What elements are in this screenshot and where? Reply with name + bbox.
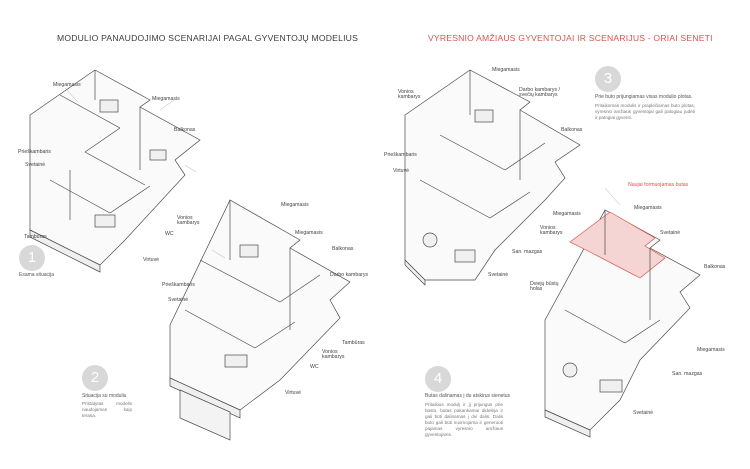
label-virtuve: Virtuvė — [143, 257, 160, 263]
step-3-caption: Prie buto prijungiamas visas modulio plotas. — [595, 94, 693, 100]
label-miegamasis: Miegamasis — [295, 230, 323, 236]
label-virtuve: Virtuvė — [393, 168, 410, 174]
label-miegamasis: Miegamasis — [53, 82, 81, 88]
label-vonios: Vonios kambarys — [398, 89, 421, 101]
label-prieskambaris: Prieškambaris — [384, 152, 417, 158]
label-tambouras: Tambūras — [24, 234, 47, 240]
step-2-description: Pristatytas modelis naudojamas kaip terasa. — [82, 401, 132, 418]
label-virtuve: Virtuvė — [285, 390, 302, 396]
label-darbo: Darbo kambarys — [330, 272, 369, 278]
plan-4-drawing — [545, 210, 703, 437]
right-title: VYRESNIO AMŽIAUS GYVENTOJAI IR SCENARIJUS - ORIAI SENETI — [428, 33, 713, 43]
label-vonios: Vonios kambarys — [322, 349, 345, 361]
label-tambouras: Tambūras — [342, 340, 365, 346]
label-svetaine: Svetainė — [168, 297, 189, 303]
label-prieskambaris: Prieškambaris — [18, 149, 51, 155]
label-svetaine: Svetainė — [633, 410, 654, 416]
label-svetaine: Svetainė — [488, 272, 509, 278]
label-miegamasis: Miegamasis — [634, 205, 662, 211]
label-dviejubutu: Dviejų būstų holas — [530, 281, 559, 293]
label-balkonas: Balkonas — [332, 246, 354, 252]
step-4-caption: Butas dalinamas į du atskirus sienetus — [425, 393, 511, 399]
label-darbo: Darbo kambarys / svečių kambarys — [519, 87, 560, 99]
label-vonios: Vonios kambarys — [540, 225, 563, 237]
left-title: MODULIO PANAUDOJIMO SCENARIJAI PAGAL GYVENTOJŲ MODELIUS — [57, 33, 359, 43]
label-balkonas: Balkonas — [561, 127, 583, 133]
label-vonios: Vonios kambarys — [177, 215, 200, 227]
label-naujas-butas: Naujai formuojamas butas — [628, 182, 689, 188]
step-2-caption: Situacija su moduliu — [82, 393, 127, 399]
plan-2-drawing — [170, 200, 350, 440]
label-balkonas: Balkonas — [174, 127, 196, 133]
label-balkonas: Balkonas — [704, 264, 726, 270]
plan-3-drawing — [405, 67, 583, 285]
label-miegamasis: Miegamasis — [281, 202, 309, 208]
label-svetaine: Svetainė — [660, 230, 681, 236]
label-miegamasis: Miegamasis — [492, 67, 520, 73]
label-prieskambaris: Prieškambaris — [162, 282, 195, 288]
label-san-mazgas: San. mazgas — [672, 371, 703, 377]
step-4-description: Pritaikius modulį ir jį prijungus prie būsto, butas pakankamai didelėja ir gali būti dalinamas į dvi dalis. Dalis buto gali būti nuomojama ir generuoti pajamas vyresnio amžiaus gyventojams. — [425, 402, 503, 437]
step-3-circle: 3 — [595, 66, 621, 92]
step-3-description: Pritaikomas modulis ir praplečiamas buto plotas, vyresnio amžiaus gyventojai gali patogiau judėti ir patogiai gyventi. — [595, 103, 695, 120]
label-wc: WC — [310, 364, 319, 370]
label-san-mazgas: San. mazgas — [512, 249, 543, 255]
step-2-circle: 2 — [82, 365, 108, 391]
label-miegamasis: Miegamasis — [697, 347, 725, 353]
label-miegamasis: Miegamasis — [553, 211, 581, 217]
label-miegamasis: Miegamasis — [152, 96, 180, 102]
step-1-circle: 1 — [19, 245, 45, 271]
label-wc: WC — [165, 231, 174, 237]
step-1-caption: Esama situacija — [19, 272, 55, 278]
step-4-circle: 4 — [425, 366, 451, 392]
label-svetaine: Svetainė — [25, 162, 46, 168]
